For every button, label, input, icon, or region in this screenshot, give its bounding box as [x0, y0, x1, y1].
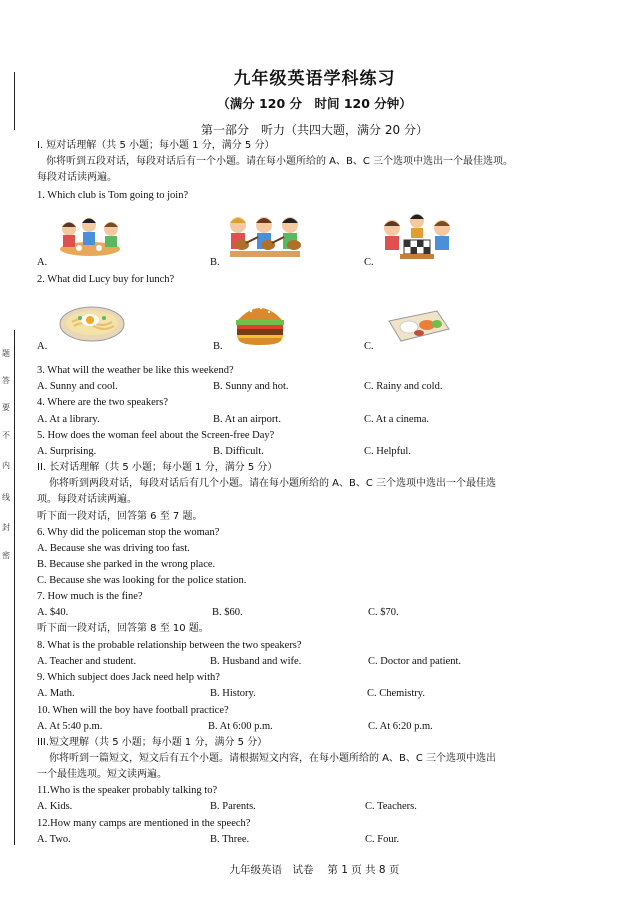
instruction-text: 每段对话读两遍。: [37, 172, 117, 183]
option-c: C. Rainy and cold.: [364, 381, 443, 392]
option-c: C. Helpful.: [364, 446, 411, 457]
instruction-text: 你将听到一篇短文，短文后有五个小题。请根据短文内容，在每小题所给的 A、B、C 三个选项中选出: [49, 753, 497, 764]
dialogue-intro: 听下面一段对话，回答第 6 至 7 题。: [37, 511, 203, 522]
side-char: 要: [2, 403, 10, 412]
option-b: B. Because she parked in the wrong place.: [37, 559, 216, 570]
option-label: C.: [364, 341, 374, 352]
option-b: B. At 6:00 p.m.: [208, 721, 273, 732]
side-char: 密: [2, 551, 10, 560]
option-b: B. Parents.: [210, 801, 256, 812]
option-b: B. Difficult.: [213, 446, 264, 457]
option-a: A. Math.: [37, 688, 75, 699]
noodles-image: [58, 304, 126, 346]
option-a: A. Two.: [37, 834, 71, 845]
question-2: 2. What did Lucy buy for lunch?: [37, 274, 175, 285]
section-heading: II. 长对话理解（共 5 小题；每小题 1 分，满分 5 分）: [37, 462, 278, 473]
option-a: A. At 5:40 p.m.: [37, 721, 103, 732]
side-char: 内: [2, 461, 10, 470]
question-6: 6. Why did the policeman stop the woman?: [37, 527, 220, 538]
option-b: B. At an airport.: [213, 414, 281, 425]
part-heading: 第一部分 听力（共四大题，满分 20 分）: [201, 123, 428, 137]
question-12: 12.How many camps are mentioned in the speech?: [37, 818, 251, 829]
option-b: B. $60.: [212, 607, 243, 618]
option-label: C.: [364, 257, 374, 268]
question-9: 9. Which subject does Jack need help with?: [37, 672, 220, 683]
side-char: 题: [2, 349, 10, 358]
page-footer: 九年级英语 试卷 第 1 页 共 8 页: [229, 864, 400, 876]
side-char: 封: [2, 523, 10, 532]
option-label: A.: [37, 341, 48, 352]
option-c: C. Doctor and patient.: [368, 656, 462, 667]
question-11: 11.Who is the speaker probably talking to?: [37, 785, 218, 796]
option-c: C. Teachers.: [365, 801, 417, 812]
hamburger-image: [233, 300, 287, 346]
option-label: B.: [213, 341, 223, 352]
page-subtitle: （满分 120 分 时间 120 分钟）: [217, 96, 412, 111]
page-title: 九年级英语学科练习: [233, 69, 396, 89]
option-c: C. Four.: [365, 834, 400, 845]
option-a: A. Surprising.: [37, 446, 97, 457]
option-a: A. Teacher and student.: [37, 656, 137, 667]
option-a: A. Sunny and cool.: [37, 381, 118, 392]
option-b: B. Sunny and hot.: [213, 381, 289, 392]
question-3: 3. What will the weather be like this weekend?: [37, 365, 234, 376]
lunch-box-image: [387, 307, 451, 347]
section-heading: I. 短对话理解（共 5 小题；每小题 1 分，满分 5 分）: [37, 140, 275, 151]
music-club-image: [224, 213, 306, 263]
option-a: A. Kids.: [37, 801, 73, 812]
option-c: C. At a cinema.: [364, 414, 430, 425]
chess-club-image: [380, 212, 454, 264]
option-label: B.: [210, 257, 220, 268]
option-b: B. Three.: [210, 834, 250, 845]
option-label: A.: [37, 257, 48, 268]
option-b: B. History.: [210, 688, 256, 699]
cooking-club-image: [55, 215, 125, 263]
instruction-text: 你将听到两段对话，每段对话后有几个小题。请在每小题所给的 A、B、C 三个选项中选出一个最佳选: [49, 478, 497, 489]
dialogue-intro: 听下面一段对话，回答第 8 至 10 题。: [37, 623, 209, 634]
binding-line: [14, 330, 15, 845]
section-heading: III.短文理解（共 5 小题；每小题 1 分，满分 5 分）: [37, 737, 268, 748]
side-char: 答: [2, 376, 10, 385]
question-5: 5. How does the woman feel about the Screen-free Day?: [37, 430, 275, 441]
side-char: 线: [2, 493, 10, 502]
instruction-text: 项。每段对话读两遍。: [37, 494, 137, 505]
question-4: 4. Where are the two speakers?: [37, 397, 168, 408]
option-a: A. At a library.: [37, 414, 100, 425]
question-10: 10. When will the boy have football practice?: [37, 705, 229, 716]
option-c: C. $70.: [368, 607, 399, 618]
instruction-text: 你将听到五段对话，每段对话后有一个小题。请在每小题所给的 A、B、C 三个选项中选出一个最佳选项。: [46, 156, 514, 167]
option-b: B. Husband and wife.: [210, 656, 302, 667]
side-char: 不: [2, 431, 10, 440]
question-8: 8. What is the probable relationship between the two speakers?: [37, 640, 302, 651]
option-c: C. Chemistry.: [367, 688, 425, 699]
option-a: A. Because she was driving too fast.: [37, 543, 190, 554]
option-c: C. At 6:20 p.m.: [368, 721, 433, 732]
option-a: A. $40.: [37, 607, 69, 618]
option-c: C. Because she was looking for the police station.: [37, 575, 247, 586]
instruction-text: 一个最佳选项。短文读两遍。: [37, 769, 167, 780]
question-1: 1. Which club is Tom going to join?: [37, 190, 189, 201]
question-7: 7. How much is the fine?: [37, 591, 143, 602]
